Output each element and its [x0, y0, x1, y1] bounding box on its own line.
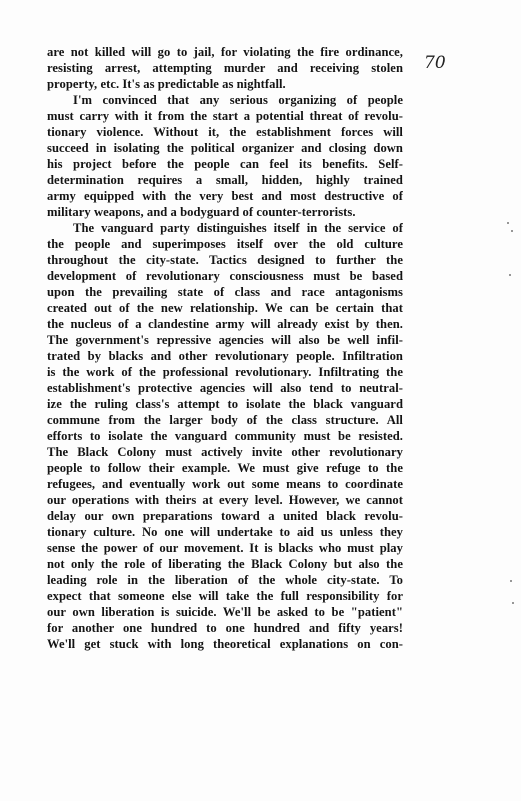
- text-line: ize the ruling class's attempt to isolate the black vanguard: [47, 397, 403, 411]
- text-line: created out of the new relationship. We can be certain that: [47, 301, 403, 315]
- text-line: our operations with theirs at every level. However, we cannot: [47, 493, 403, 507]
- text-line: not only the role of liberating the Black Colony but also the: [47, 557, 403, 571]
- text-line: property, etc. It's as predictable as nightfall.: [47, 77, 286, 91]
- text-line: trated by blacks and other revolutionary people. Infiltration: [47, 349, 403, 363]
- text-line: delay our own preparations toward a united black revolu-: [47, 509, 403, 523]
- text-line: is the work of the professional revolutionary. Infiltrating the: [47, 365, 403, 379]
- text-line: commune from the larger body of the class structure. All: [47, 413, 403, 427]
- page-number: 70: [424, 53, 446, 73]
- text-line: the people and superimposes itself over the old culture: [47, 237, 403, 251]
- text-line: determination requires a small, hidden, highly trained: [47, 173, 403, 187]
- text-line: must carry with it from the start a potential threat of revolu-: [47, 109, 403, 123]
- text-line: our own liberation is suicide. We'll be asked to be "patient": [47, 605, 403, 619]
- text-line: The Black Colony must actively invite other revolutionary: [47, 445, 403, 459]
- scan-speck: [509, 274, 511, 276]
- text-line: expect that someone else will take the full responsibility for: [47, 589, 403, 603]
- text-line: the nucleus of a clandestine army will already exist by then.: [47, 317, 403, 331]
- text-line: tionary violence. Without it, the establishment forces will: [47, 125, 403, 139]
- text-line: upon the prevailing state of class and race antagonisms: [47, 285, 403, 299]
- text-line: establishment's protective agencies will also tend to neutral-: [47, 381, 403, 395]
- text-line: efforts to isolate the vanguard community must be resisted.: [47, 429, 403, 443]
- text-line: throughout the city-state. Tactics designed to further the: [47, 253, 403, 267]
- text-line: development of revolutionary consciousness must be based: [47, 269, 403, 283]
- text-line: his project before the people can feel its benefits. Self-: [47, 157, 403, 171]
- text-line: people to follow their example. We must give refuge to the: [47, 461, 403, 475]
- scan-speck: [510, 580, 512, 582]
- scan-speck: [507, 222, 509, 224]
- text-line: army equipped with the very best and most destructive of: [47, 189, 403, 203]
- text-line: refugees, and eventually work out some means to coordinate: [47, 477, 403, 491]
- text-line: for another one hundred to one hundred and fifty years!: [47, 621, 403, 635]
- scan-speck: [511, 230, 513, 232]
- text-line: resisting arrest, attempting murder and receiving stolen: [47, 61, 403, 75]
- text-line: The government's repressive agencies will also be well infil-: [47, 333, 403, 347]
- text-line: leading role in the liberation of the whole city-state. To: [47, 573, 403, 587]
- text-line: tionary culture. No one will undertake to aid us unless they: [47, 525, 403, 539]
- text-line: are not killed will go to jail, for violating the fire ordinance,: [47, 45, 403, 59]
- text-line: We'll get stuck with long theoretical explanations on con-: [47, 637, 403, 651]
- text-line: sense the power of our movement. It is blacks who must play: [47, 541, 403, 555]
- scan-speck: [512, 602, 514, 604]
- text-line: military weapons, and a bodyguard of counter-terrorists.: [47, 205, 356, 219]
- text-line: I'm convinced that any serious organizing of people: [73, 93, 403, 107]
- text-line: The vanguard party distinguishes itself in the service of: [73, 221, 403, 235]
- text-line: succeed in isolating the political organizer and closing down: [47, 141, 403, 155]
- body-text: [47, 44, 403, 652]
